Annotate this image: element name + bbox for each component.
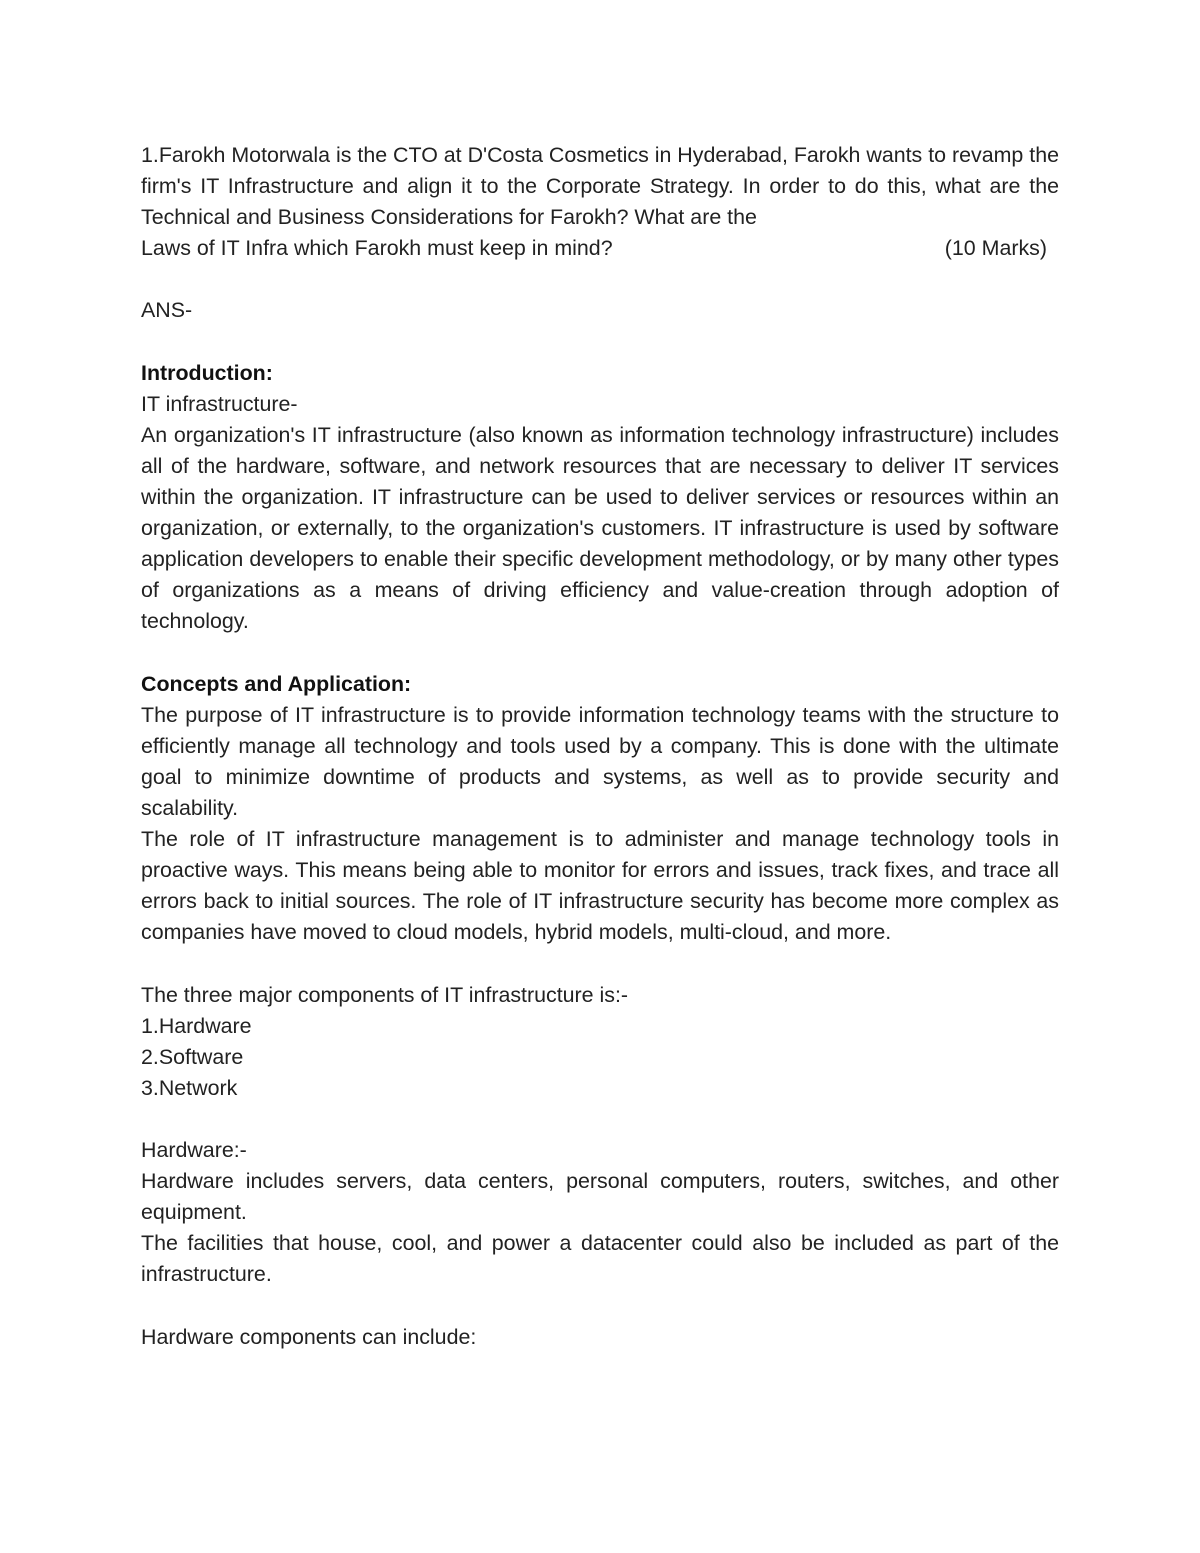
concepts-paragraph-1: The purpose of IT infrastructure is to provide information technology teams with the structure to efficiently manage all technology and tools used by a company. This is done with the ultimate goal to minimize downtime of products and systems, as well as to provide security and scalability. bbox=[141, 702, 1059, 820]
hardware-components-intro: Hardware components can include: bbox=[141, 1324, 477, 1349]
introduction-body: An organization's IT infrastructure (also known as information technology infrastructure) includes all of the hardware, software, and network resources that are necessary to deliver IT services within the organization. IT infrastructure can be used to deliver services or resources within an organization, or externally, to the organization's customers. IT infrastructure is used by software application developers to enable their specific development methodology, or by many other types of organizations as a means of driving efficiency and value-creation through adoption of technology. bbox=[141, 422, 1059, 634]
introduction-heading: Introduction: bbox=[141, 360, 273, 385]
question-marks: (10 Marks) bbox=[944, 236, 1047, 261]
hardware-heading: Hardware:- bbox=[141, 1138, 247, 1162]
introduction-subheading: IT infrastructure- bbox=[141, 391, 298, 416]
list-item: 2.Software bbox=[141, 1044, 244, 1069]
question-last-line bbox=[141, 233, 1059, 264]
document-page bbox=[141, 140, 1059, 1353]
components-intro: The three major components of IT infrastructure is:- bbox=[141, 982, 629, 1007]
concepts-heading: Concepts and Application: bbox=[141, 671, 412, 696]
list-item: 1.Hardware bbox=[141, 1013, 252, 1038]
hardware-paragraph-1: Hardware includes servers, data centers, personal computers, routers, switches, and other equipment. bbox=[141, 1169, 1059, 1225]
question-text: 1.Farokh Motorwala is the CTO at D'Costa Cosmetics in Hyderabad, Farokh wants to revamp the firm's IT Infrastructure and align it to the Corporate Strategy. In order to do this, what are the Technical and Business Considerations for Farokh? What are the bbox=[141, 143, 1059, 230]
question-last-text: Laws of IT Infra which Farokh must keep in mind? bbox=[141, 236, 613, 261]
hardware-paragraph-2: The facilities that house, cool, and power a datacenter could also be included as part of the infrastructure. bbox=[141, 1231, 1059, 1287]
list-item: 3.Network bbox=[141, 1075, 238, 1100]
answer-label: ANS- bbox=[141, 298, 193, 323]
concepts-paragraph-2: The role of IT infrastructure management is to administer and manage technology tools in proactive ways. This means being able to monitor for errors and issues, track fixes, and trace all errors back to initial sources. The role of IT infrastructure security has become more complex as companies have moved to cloud models, hybrid models, multi-cloud, and more. bbox=[141, 827, 1059, 945]
